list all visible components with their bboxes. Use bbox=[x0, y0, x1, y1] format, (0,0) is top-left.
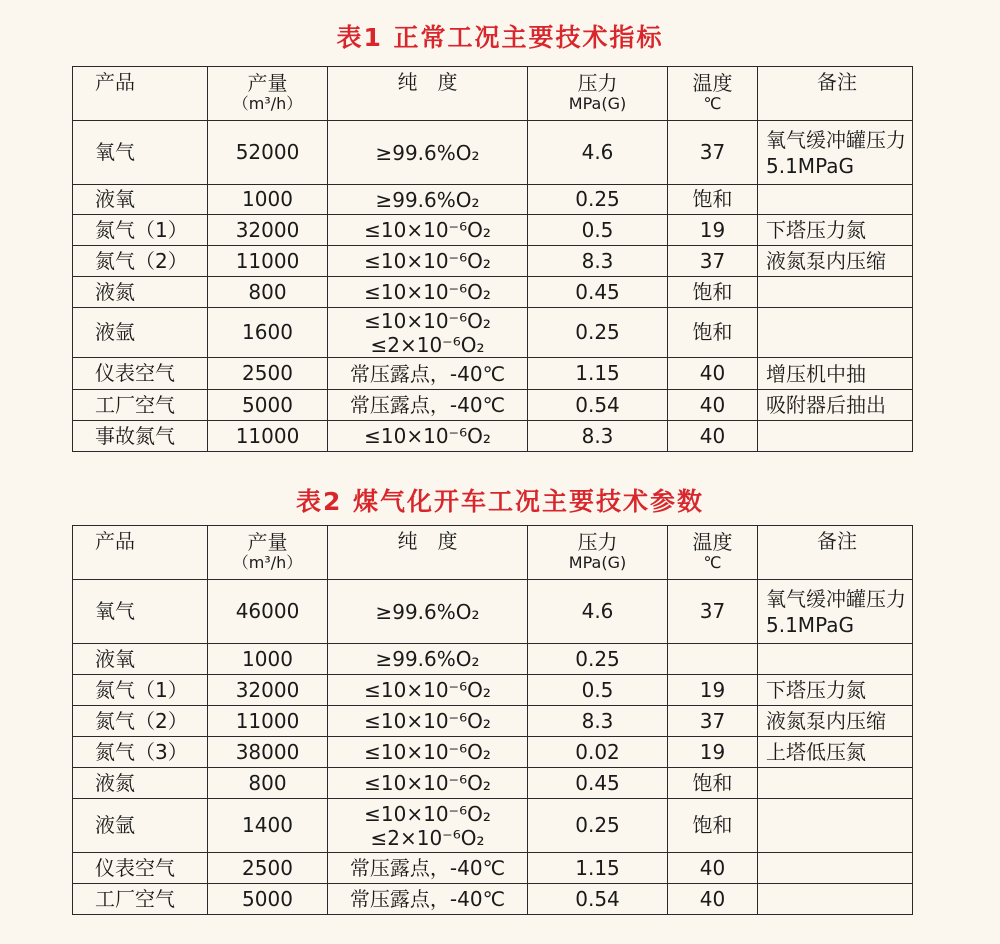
cell-temp: 40 bbox=[668, 390, 758, 421]
cell-product: 氧气 bbox=[73, 580, 208, 644]
cell-temp: 饱和 bbox=[668, 277, 758, 308]
cell-product: 液氧 bbox=[73, 644, 208, 675]
cell-product: 氮气（2） bbox=[73, 246, 208, 277]
cell-note bbox=[758, 768, 913, 799]
cell-purity: ≤10×10⁻⁶O₂ bbox=[328, 277, 528, 308]
cell-amount: 2500 bbox=[208, 853, 328, 884]
cell-purity: ≥99.6%O₂ bbox=[328, 121, 528, 185]
cell-product: 液氩 bbox=[73, 799, 208, 853]
cell-purity: ≤10×10⁻⁶O₂ bbox=[328, 421, 528, 452]
header-product: 产品 bbox=[73, 67, 208, 121]
table2-header-row bbox=[73, 526, 913, 580]
cell-purity: ≤10×10⁻⁶O₂ ≤2×10⁻⁶O₂ bbox=[328, 308, 528, 358]
cell-temp: 19 bbox=[668, 675, 758, 706]
header-pressure: 压力 MPa(G) bbox=[528, 526, 668, 580]
cell-product: 液氧 bbox=[73, 185, 208, 215]
header-amount: 产量 （m³/h） bbox=[208, 67, 328, 121]
cell-purity: ≤10×10⁻⁶O₂ bbox=[328, 215, 528, 246]
cell-purity: 常压露点，-40℃ bbox=[328, 884, 528, 915]
cell-temp: 19 bbox=[668, 737, 758, 768]
table-row bbox=[73, 675, 913, 706]
cell-pressure: 0.5 bbox=[528, 675, 668, 706]
cell-purity: ≤10×10⁻⁶O₂ bbox=[328, 768, 528, 799]
cell-product: 工厂空气 bbox=[73, 390, 208, 421]
table-row bbox=[73, 644, 913, 675]
cell-purity: ≤10×10⁻⁶O₂ ≤2×10⁻⁶O₂ bbox=[328, 799, 528, 853]
cell-product: 液氮 bbox=[73, 277, 208, 308]
cell-note: 液氮泵内压缩 bbox=[758, 246, 913, 277]
table-row bbox=[73, 215, 913, 246]
cell-amount: 32000 bbox=[208, 215, 328, 246]
cell-product: 氮气（1） bbox=[73, 675, 208, 706]
cell-purity: 常压露点，-40℃ bbox=[328, 390, 528, 421]
cell-pressure: 8.3 bbox=[528, 706, 668, 737]
table1 bbox=[72, 66, 913, 452]
cell-amount: 32000 bbox=[208, 675, 328, 706]
cell-temp: 40 bbox=[668, 421, 758, 452]
cell-temp: 饱和 bbox=[668, 768, 758, 799]
cell-note bbox=[758, 644, 913, 675]
cell-purity: ≤10×10⁻⁶O₂ bbox=[328, 675, 528, 706]
cell-amount: 11000 bbox=[208, 706, 328, 737]
cell-temp: 饱和 bbox=[668, 799, 758, 853]
header-note: 备注 bbox=[758, 67, 913, 121]
cell-note: 氧气缓冲罐压力5.1MPaG bbox=[758, 580, 913, 644]
table-row bbox=[73, 768, 913, 799]
cell-amount: 11000 bbox=[208, 421, 328, 452]
table-row bbox=[73, 706, 913, 737]
cell-pressure: 4.6 bbox=[528, 121, 668, 185]
cell-temp: 40 bbox=[668, 884, 758, 915]
cell-pressure: 4.6 bbox=[528, 580, 668, 644]
cell-product: 工厂空气 bbox=[73, 884, 208, 915]
cell-note bbox=[758, 308, 913, 358]
cell-amount: 5000 bbox=[208, 884, 328, 915]
cell-amount: 52000 bbox=[208, 121, 328, 185]
cell-product: 仪表空气 bbox=[73, 853, 208, 884]
table-row bbox=[73, 246, 913, 277]
cell-temp: 37 bbox=[668, 706, 758, 737]
header-purity: 纯 度 bbox=[328, 67, 528, 121]
cell-product: 液氮 bbox=[73, 768, 208, 799]
table-row bbox=[73, 799, 913, 853]
cell-note: 下塔压力氮 bbox=[758, 675, 913, 706]
cell-note: 吸附器后抽出 bbox=[758, 390, 913, 421]
cell-purity: ≤10×10⁻⁶O₂ bbox=[328, 706, 528, 737]
cell-temp: 40 bbox=[668, 358, 758, 390]
table-row bbox=[73, 580, 913, 644]
cell-product: 氮气（1） bbox=[73, 215, 208, 246]
cell-temp: 19 bbox=[668, 215, 758, 246]
cell-product: 氧气 bbox=[73, 121, 208, 185]
cell-temp: 37 bbox=[668, 246, 758, 277]
cell-temp bbox=[668, 644, 758, 675]
header-temp: 温度 ℃ bbox=[668, 67, 758, 121]
table-row bbox=[73, 121, 913, 185]
cell-pressure: 1.15 bbox=[528, 853, 668, 884]
cell-purity: ≤10×10⁻⁶O₂ bbox=[328, 246, 528, 277]
table-row bbox=[73, 421, 913, 452]
cell-pressure: 0.54 bbox=[528, 390, 668, 421]
table1-header-row bbox=[73, 67, 913, 121]
cell-note: 下塔压力氮 bbox=[758, 215, 913, 246]
cell-temp: 饱和 bbox=[668, 185, 758, 215]
cell-temp: 37 bbox=[668, 121, 758, 185]
header-temp: 温度 ℃ bbox=[668, 526, 758, 580]
cell-amount: 800 bbox=[208, 768, 328, 799]
cell-amount: 46000 bbox=[208, 580, 328, 644]
table-row bbox=[73, 277, 913, 308]
cell-pressure: 0.25 bbox=[528, 185, 668, 215]
cell-pressure: 0.25 bbox=[528, 799, 668, 853]
cell-pressure: 0.45 bbox=[528, 768, 668, 799]
cell-pressure: 0.25 bbox=[528, 644, 668, 675]
cell-amount: 800 bbox=[208, 277, 328, 308]
cell-note bbox=[758, 277, 913, 308]
table-row bbox=[73, 853, 913, 884]
cell-note bbox=[758, 799, 913, 853]
cell-pressure: 8.3 bbox=[528, 246, 668, 277]
cell-pressure: 0.5 bbox=[528, 215, 668, 246]
cell-amount: 5000 bbox=[208, 390, 328, 421]
cell-amount: 1000 bbox=[208, 185, 328, 215]
cell-amount: 38000 bbox=[208, 737, 328, 768]
cell-note bbox=[758, 853, 913, 884]
cell-amount: 2500 bbox=[208, 358, 328, 390]
cell-pressure: 0.45 bbox=[528, 277, 668, 308]
cell-product: 氮气（2） bbox=[73, 706, 208, 737]
cell-pressure: 0.54 bbox=[528, 884, 668, 915]
table-row bbox=[73, 185, 913, 215]
table-row bbox=[73, 308, 913, 358]
cell-note bbox=[758, 884, 913, 915]
header-amount: 产量 （m³/h） bbox=[208, 526, 328, 580]
cell-purity: ≤10×10⁻⁶O₂ bbox=[328, 737, 528, 768]
cell-note: 上塔低压氮 bbox=[758, 737, 913, 768]
cell-note bbox=[758, 185, 913, 215]
table-row bbox=[73, 390, 913, 421]
cell-pressure: 0.25 bbox=[528, 308, 668, 358]
cell-pressure: 1.15 bbox=[528, 358, 668, 390]
cell-purity: ≥99.6%O₂ bbox=[328, 185, 528, 215]
cell-product: 事故氮气 bbox=[73, 421, 208, 452]
cell-note: 增压机中抽 bbox=[758, 358, 913, 390]
table-row bbox=[73, 358, 913, 390]
cell-purity: 常压露点，-40℃ bbox=[328, 853, 528, 884]
cell-amount: 1000 bbox=[208, 644, 328, 675]
cell-amount: 1600 bbox=[208, 308, 328, 358]
header-product: 产品 bbox=[73, 526, 208, 580]
table2-title: 表2 煤气化开车工况主要技术参数 bbox=[295, 487, 705, 516]
cell-pressure: 0.02 bbox=[528, 737, 668, 768]
cell-purity: ≥99.6%O₂ bbox=[328, 580, 528, 644]
cell-product: 仪表空气 bbox=[73, 358, 208, 390]
cell-product: 液氩 bbox=[73, 308, 208, 358]
table2 bbox=[72, 525, 913, 915]
cell-purity: 常压露点，-40℃ bbox=[328, 358, 528, 390]
cell-product: 氮气（3） bbox=[73, 737, 208, 768]
cell-note: 氧气缓冲罐压力5.1MPaG bbox=[758, 121, 913, 185]
cell-temp: 37 bbox=[668, 580, 758, 644]
table1-title: 表1 正常工况主要技术指标 bbox=[336, 23, 664, 52]
header-purity: 纯 度 bbox=[328, 526, 528, 580]
table-row bbox=[73, 737, 913, 768]
cell-amount: 1400 bbox=[208, 799, 328, 853]
cell-temp: 饱和 bbox=[668, 308, 758, 358]
cell-note: 液氮泵内压缩 bbox=[758, 706, 913, 737]
table-row bbox=[73, 884, 913, 915]
cell-amount: 11000 bbox=[208, 246, 328, 277]
cell-note bbox=[758, 421, 913, 452]
header-note: 备注 bbox=[758, 526, 913, 580]
cell-purity: ≥99.6%O₂ bbox=[328, 644, 528, 675]
header-pressure: 压力 MPa(G) bbox=[528, 67, 668, 121]
cell-temp: 40 bbox=[668, 853, 758, 884]
cell-pressure: 8.3 bbox=[528, 421, 668, 452]
